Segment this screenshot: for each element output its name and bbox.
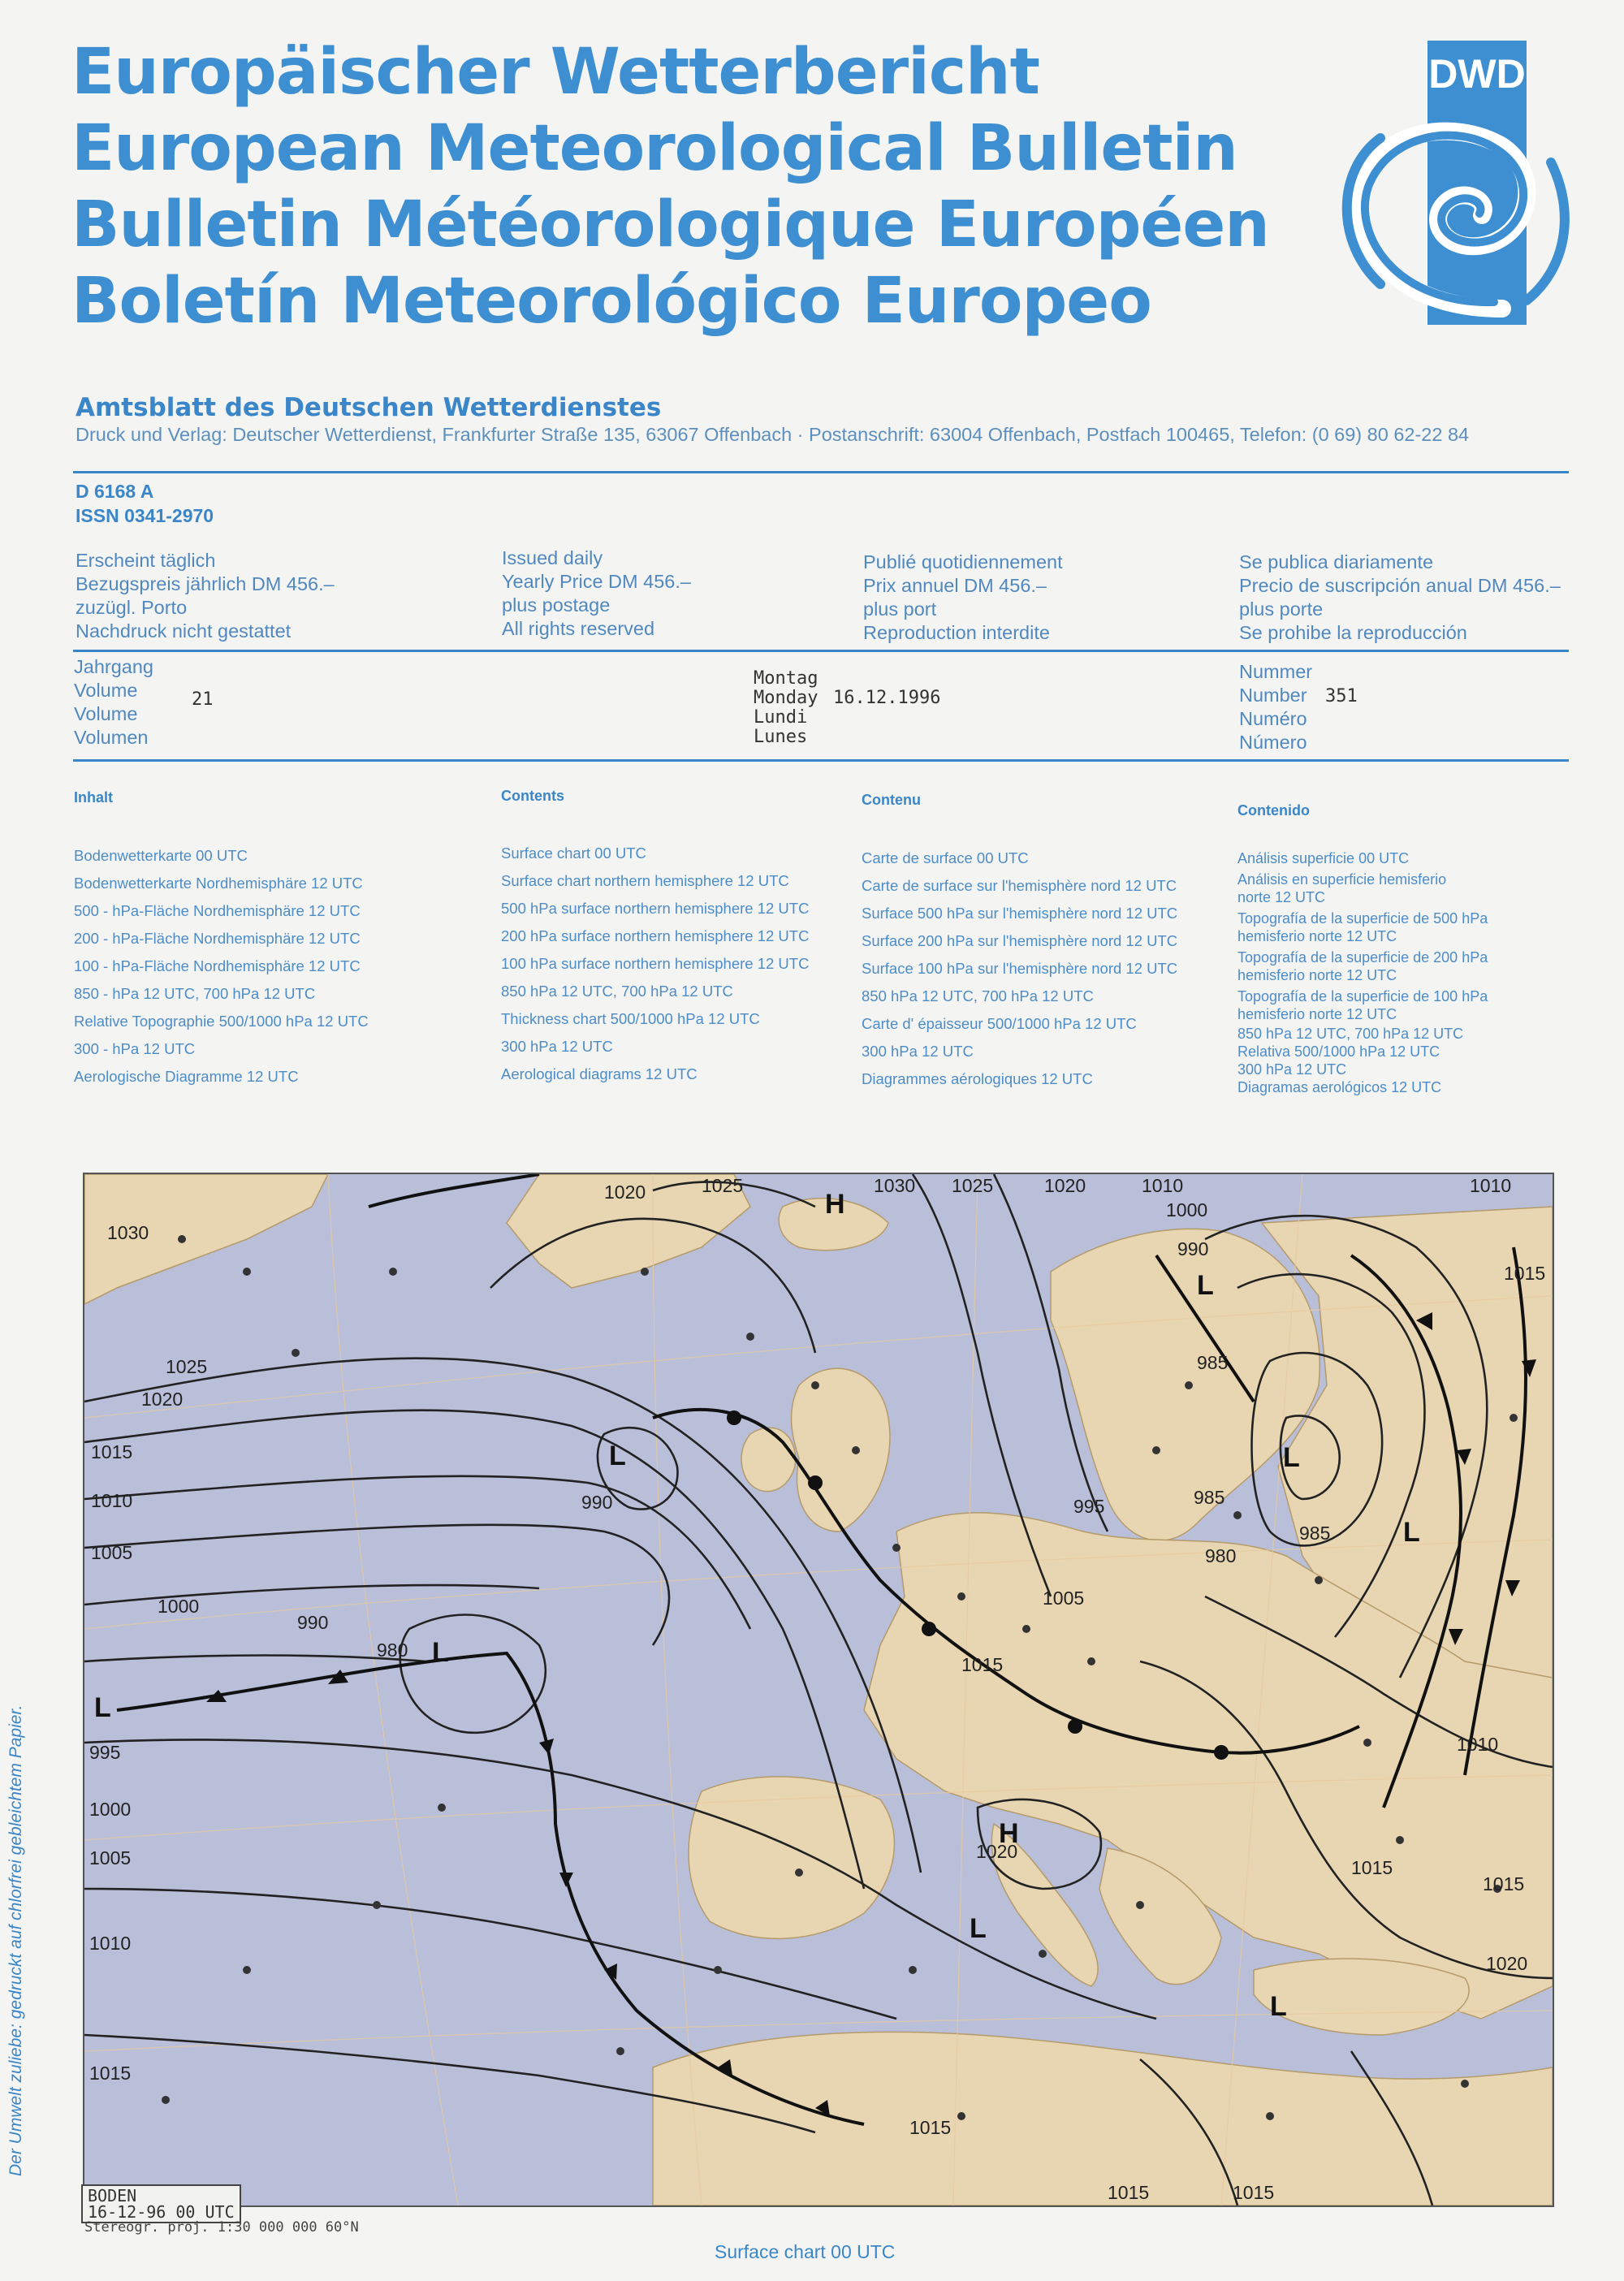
sub-en-line: Yearly Price DM 456.– <box>502 571 691 592</box>
sub-de-line: Nachdruck nicht gestattet <box>76 620 292 642</box>
isobar-label: 1015 <box>909 2117 952 2138</box>
sub-es-line: plus porte <box>1239 598 1324 620</box>
contents-item: Diagrammes aérologiques 12 UTC <box>862 1070 1093 1087</box>
publisher-name: Amtsblatt des Deutschen Wetterdienstes <box>76 393 662 422</box>
isobar-label: 1015 <box>1233 2182 1275 2203</box>
contents-item: Topografía de la superficie de 500 hPa <box>1237 910 1488 927</box>
contents-item: 200 - hPa-Fläche Nordhemisphäre 12 UTC <box>74 930 361 947</box>
isobar-label: 1015 <box>961 1654 1004 1675</box>
volume-label: Volumen <box>74 727 149 748</box>
low-center: L <box>1403 1517 1420 1548</box>
isobar-label: 1015 <box>1483 1873 1525 1894</box>
subscription-de <box>76 549 335 643</box>
low-center: L <box>94 1692 111 1723</box>
ireland-land <box>741 1428 796 1491</box>
contents-list-fr <box>862 845 1177 1093</box>
contents-item: 300 - hPa 12 UTC <box>74 1040 196 1057</box>
map-svg <box>84 1174 1553 2205</box>
dwd-logo <box>1332 41 1575 333</box>
isobar-label: 1000 <box>1166 1199 1208 1220</box>
warm-front-north <box>369 1174 539 1207</box>
issue-date: 16.12.1996 <box>833 688 941 708</box>
iberia-land <box>689 1777 894 1938</box>
contents-item: Surface 200 hPa sur l'hemisphère nord 12 UTC <box>862 932 1178 949</box>
contents-item: 500 hPa surface northern hemisphere 12 UTC <box>501 900 810 917</box>
number-label: Number <box>1239 685 1307 706</box>
chart-caption: Surface chart 00 UTC <box>715 2241 896 2262</box>
surface-chart-map <box>83 1173 1554 2207</box>
contents-item: Aerological diagrams 12 UTC <box>501 1065 698 1082</box>
contents-item: Bodenwetterkarte Nordhemisphäre 12 UTC <box>74 875 363 892</box>
isobar-label: 1005 <box>1043 1588 1085 1609</box>
volume-label: Jahrgang <box>74 656 153 677</box>
code-issn: ISSN 0341-2970 <box>76 505 214 526</box>
isobar-label: 985 <box>1299 1523 1331 1544</box>
isobar-label: 990 <box>297 1612 329 1633</box>
chart-stamp <box>81 2184 241 2223</box>
contents-item: norte 12 UTC <box>1237 889 1326 905</box>
volume-value: 21 <box>192 689 214 710</box>
title-de: Europäischer Wetterbericht <box>71 36 1039 109</box>
isobar-label: 1015 <box>1351 1857 1393 1878</box>
environment-note: Der Umwelt zuliebe: gedruckt auf chlorfrei gebleichtem Papier. <box>6 1704 25 2176</box>
isobar-label: 1025 <box>952 1175 994 1196</box>
sub-en-line: plus postage <box>502 594 611 616</box>
contents-item: 100 hPa surface northern hemisphere 12 UTC <box>501 955 810 972</box>
contents-item: Surface 500 hPa sur l'hemisphère nord 12 UTC <box>862 905 1178 922</box>
contents-item: Topografía de la superficie de 100 hPa <box>1237 988 1488 1004</box>
stamp-line2: 16-12-96 00 UTC <box>88 2202 235 2222</box>
isobar-label: 1020 <box>1044 1175 1086 1196</box>
isobar-label: 1030 <box>107 1222 149 1243</box>
sub-fr-line: plus port <box>863 598 937 620</box>
contents-item: Carte de surface 00 UTC <box>862 849 1029 866</box>
isobar-label: 1000 <box>89 1799 132 1820</box>
sub-en-line: Issued daily <box>502 547 603 568</box>
number-label: Numéro <box>1239 708 1307 729</box>
isobar-label: 1010 <box>91 1490 133 1511</box>
contents-item: 850 hPa 12 UTC, 700 hPa 12 UTC <box>501 983 733 1000</box>
contents-list-en <box>501 840 809 1088</box>
low-center: L <box>609 1441 626 1471</box>
subscription-en <box>502 546 691 641</box>
isobar-label: 1025 <box>166 1356 208 1377</box>
contents-heading-es: Contenido <box>1237 802 1310 819</box>
subscription-es <box>1239 551 1561 645</box>
isobar-label: 1015 <box>1504 1263 1546 1284</box>
contents-item: Aerologische Diagramme 12 UTC <box>74 1068 299 1085</box>
isobar-label: 1030 <box>874 1175 916 1196</box>
divider-top <box>73 471 1569 473</box>
logo-text: DWD <box>1428 51 1526 97</box>
contents-item: Carte de surface sur l'hemisphère nord 12 UTC <box>862 877 1177 894</box>
isobar-label: 1020 <box>976 1841 1018 1862</box>
low-center: L <box>1270 1991 1287 2022</box>
sub-es-line: Precio de suscripción anual DM 456.– <box>1239 575 1561 596</box>
sub-fr-line: Prix annuel DM 456.– <box>863 575 1047 596</box>
high-center: H <box>999 1818 1019 1849</box>
sub-es-line: Se prohibe la reproducción <box>1239 622 1467 643</box>
contents-item: Surface chart northern hemisphere 12 UTC <box>501 872 789 889</box>
divider-mid <box>73 650 1569 652</box>
contents-item: Diagramas aerológicos 12 UTC <box>1237 1079 1442 1095</box>
isobar-label: 1015 <box>91 1441 133 1462</box>
sub-fr-line: Reproduction interdite <box>863 622 1050 643</box>
contents-item: Bodenwetterkarte 00 UTC <box>74 847 248 864</box>
isobar-label: 1015 <box>89 2063 132 2084</box>
isobar-label: 990 <box>1177 1238 1209 1259</box>
contents-item: Relative Topographie 500/1000 hPa 12 UTC <box>74 1013 369 1030</box>
isobar-label: 995 <box>1073 1496 1105 1517</box>
contents-heading-de: Inhalt <box>74 789 113 806</box>
contents-item: 850 - hPa 12 UTC, 700 hPa 12 UTC <box>74 985 316 1002</box>
isobar-label: 990 <box>581 1492 613 1513</box>
sub-es-line: Se publica diariamente <box>1239 551 1434 572</box>
low-center: L <box>1283 1442 1300 1473</box>
contents-item: Thickness chart 500/1000 hPa 12 UTC <box>501 1010 760 1027</box>
isobar-label: 1005 <box>89 1847 132 1868</box>
sub-fr-line: Publié quotidiennement <box>863 551 1063 572</box>
code-d: D 6168 A <box>76 481 154 502</box>
title-en: European Meteorological Bulletin <box>71 112 1237 185</box>
isobar-label: 1020 <box>141 1389 184 1410</box>
isobar-label: 980 <box>377 1639 408 1661</box>
day-label: Monday <box>754 688 818 708</box>
contents-item: hemisferio norte 12 UTC <box>1237 1006 1397 1022</box>
contents-item: Análisis en superficie hemisferio <box>1237 871 1447 888</box>
contents-item: Topografía de la superficie de 200 hPa <box>1237 949 1488 966</box>
contents-list-de <box>74 842 369 1091</box>
contents-item: 300 hPa 12 UTC <box>501 1038 613 1055</box>
british-isles-land <box>792 1368 890 1531</box>
volume-label: Volume <box>74 703 138 724</box>
bulletin-titles <box>71 34 1371 339</box>
isobar-label: 985 <box>1197 1352 1229 1373</box>
subscription-fr <box>863 551 1063 645</box>
volume-labels <box>74 655 153 750</box>
projection-note: Stereogr. proj. 1:30 000 000 60°N <box>84 2219 359 2236</box>
isobar-label: 1000 <box>158 1596 200 1617</box>
low-center: L <box>432 1637 449 1668</box>
imprint-line: Druck und Verlag: Deutscher Wetterdienst, Frankfurter Straße 135, 63067 Offenbach · Postanschrift: 63004 Offenbach, Postfach 100465, Telefon: (0 69) 80 62-22 84 <box>76 424 1470 445</box>
contents-item: Surface chart 00 UTC <box>501 845 646 862</box>
day-label: Lunes <box>754 727 808 747</box>
isobar-label: 1010 <box>1142 1175 1184 1196</box>
day-label: Lundi <box>754 707 808 728</box>
low-center: L <box>1197 1270 1214 1301</box>
divider-contents <box>73 759 1569 762</box>
contents-item: 500 - hPa-Fläche Nordhemisphäre 12 UTC <box>74 902 361 919</box>
contents-item: hemisferio norte 12 UTC <box>1237 928 1397 944</box>
contents-item: Relativa 500/1000 hPa 12 UTC <box>1237 1043 1440 1060</box>
contents-heading-en: Contents <box>501 788 564 804</box>
isobar-label: 995 <box>89 1742 121 1763</box>
north-africa-land <box>653 2032 1553 2205</box>
isobar-label: 1010 <box>1457 1734 1499 1755</box>
title-es: Boletín Meteorológico Europeo <box>71 265 1151 338</box>
contents-list-es <box>1237 849 1488 1096</box>
isobar-label: 1010 <box>1470 1175 1512 1196</box>
contents-item: 100 - hPa-Fläche Nordhemisphäre 12 UTC <box>74 957 361 974</box>
isobar-label: 1020 <box>604 1182 646 1203</box>
isobar-label: 1015 <box>1108 2182 1150 2203</box>
contents-item: hemisferio norte 12 UTC <box>1237 967 1397 983</box>
contents-item: 300 hPa 12 UTC <box>862 1043 974 1060</box>
isobar-label: 1005 <box>91 1542 133 1563</box>
publication-codes <box>76 479 214 528</box>
volume-label: Volume <box>74 680 138 701</box>
contents-item: 850 hPa 12 UTC, 700 hPa 12 UTC <box>1237 1026 1464 1042</box>
isobar-label: 1020 <box>1486 1953 1528 1974</box>
sub-en-line: All rights reserved <box>502 618 655 639</box>
low-center: L <box>970 1913 987 1944</box>
sub-de-line: Bezugspreis jährlich DM 456.– <box>76 573 335 594</box>
title-fr: Bulletin Météorologique Européen <box>71 188 1269 261</box>
contents-item: 300 hPa 12 UTC <box>1237 1061 1347 1078</box>
contents-item: Carte d' épaisseur 500/1000 hPa 12 UTC <box>862 1015 1137 1032</box>
day-labels <box>754 669 818 747</box>
stamp-line1: BODEN <box>88 2186 137 2205</box>
number-label: Número <box>1239 732 1307 753</box>
contents-item: Análisis superficie 00 UTC <box>1237 850 1410 866</box>
contents-heading-fr: Contenu <box>862 792 921 808</box>
day-label: Montag <box>754 668 818 689</box>
number-labels <box>1239 660 1312 754</box>
sub-de-line: Erscheint täglich <box>76 550 216 571</box>
number-label: Nummer <box>1239 661 1313 682</box>
contents-item: 850 hPa 12 UTC, 700 hPa 12 UTC <box>862 987 1094 1004</box>
isobar-label: 980 <box>1205 1545 1237 1566</box>
contents-item: Surface 100 hPa sur l'hemisphère nord 12 UTC <box>862 960 1178 977</box>
high-center: H <box>825 1189 845 1220</box>
isobar-label: 1025 <box>702 1175 744 1196</box>
issue-number: 351 <box>1325 686 1358 706</box>
isobar-label: 985 <box>1194 1487 1225 1508</box>
contents-item: 200 hPa surface northern hemisphere 12 UTC <box>501 927 810 944</box>
isobar-label: 1010 <box>89 1933 132 1954</box>
sub-de-line: zuzügl. Porto <box>76 597 188 618</box>
